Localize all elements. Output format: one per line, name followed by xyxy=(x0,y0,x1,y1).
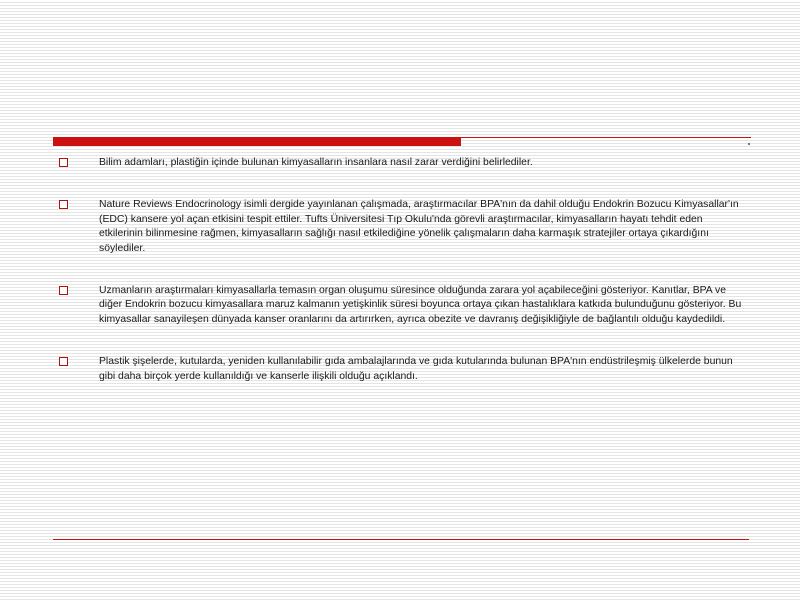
list-item xyxy=(58,284,748,327)
title-accent-bar xyxy=(53,137,461,146)
hollow-square-icon xyxy=(59,200,68,209)
footer-divider xyxy=(53,539,749,540)
hollow-square-icon xyxy=(59,286,68,295)
bullet-text: Bilim adamları, plastiğin içinde bulunan kimyasalların insanlara nasıl zarar verdiğini belirlediler. xyxy=(99,157,533,168)
bullet-text: Plastik şişelerde, kutularda, yeniden kullanılabilir gıda ambalajlarında ve gıda kutularında bulunan BPA'nın endüstrileşmiş ülkelerde bunun gibi daha birçok yerde kullanıldığı ve kanserle ilişkili olduğu açıklandı. xyxy=(99,356,733,382)
hollow-square-icon xyxy=(59,357,68,366)
accent-dot xyxy=(748,143,750,145)
list-item xyxy=(58,198,748,256)
hollow-square-icon xyxy=(59,158,68,167)
list-item xyxy=(58,156,748,170)
bullet-list xyxy=(58,156,748,384)
bullet-text: Uzmanların araştırmaları kimyasallarla temasın organ oluşumu süresince olduğunda zarara yol açabileceğini gösteriyor. Kanıtlar, BPA ve diğer Endokrin bozucu kimyasallara maruz kalmanın yetişkinlik süresi boyunca ortaya çıkan hastalıklara katkıda bulunduğunu gösteriyor. Bu kimyasallar sanayileşen dünyada kanser oranlarını da artırırken, ayrıca obezite ve davranış değişikliğiyle de bağlantılı olduğu kaydedildi. xyxy=(99,285,742,325)
list-item xyxy=(58,355,748,384)
title-accent-line xyxy=(461,137,751,138)
bullet-text: Nature Reviews Endocrinology isimli dergide yayınlanan çalışmada, araştırmacılar BPA'nın da dahil olduğu Endokrin Bozucu Kimyasallar'ın (EDC) kansere yol açan etkisini tespit ettiler. Tufts Üniversitesi Tıp Okulu'nda görevli araştırmacılar, kimyasalların hayatı tehdit eden etkilerinin bilinmesine rağmen, kimyasalların sağlığı nasıl etkilediğine yönelik çalışmaların daha karmaşık stratejiler ortaya çıkardığını söylediler. xyxy=(99,199,739,254)
